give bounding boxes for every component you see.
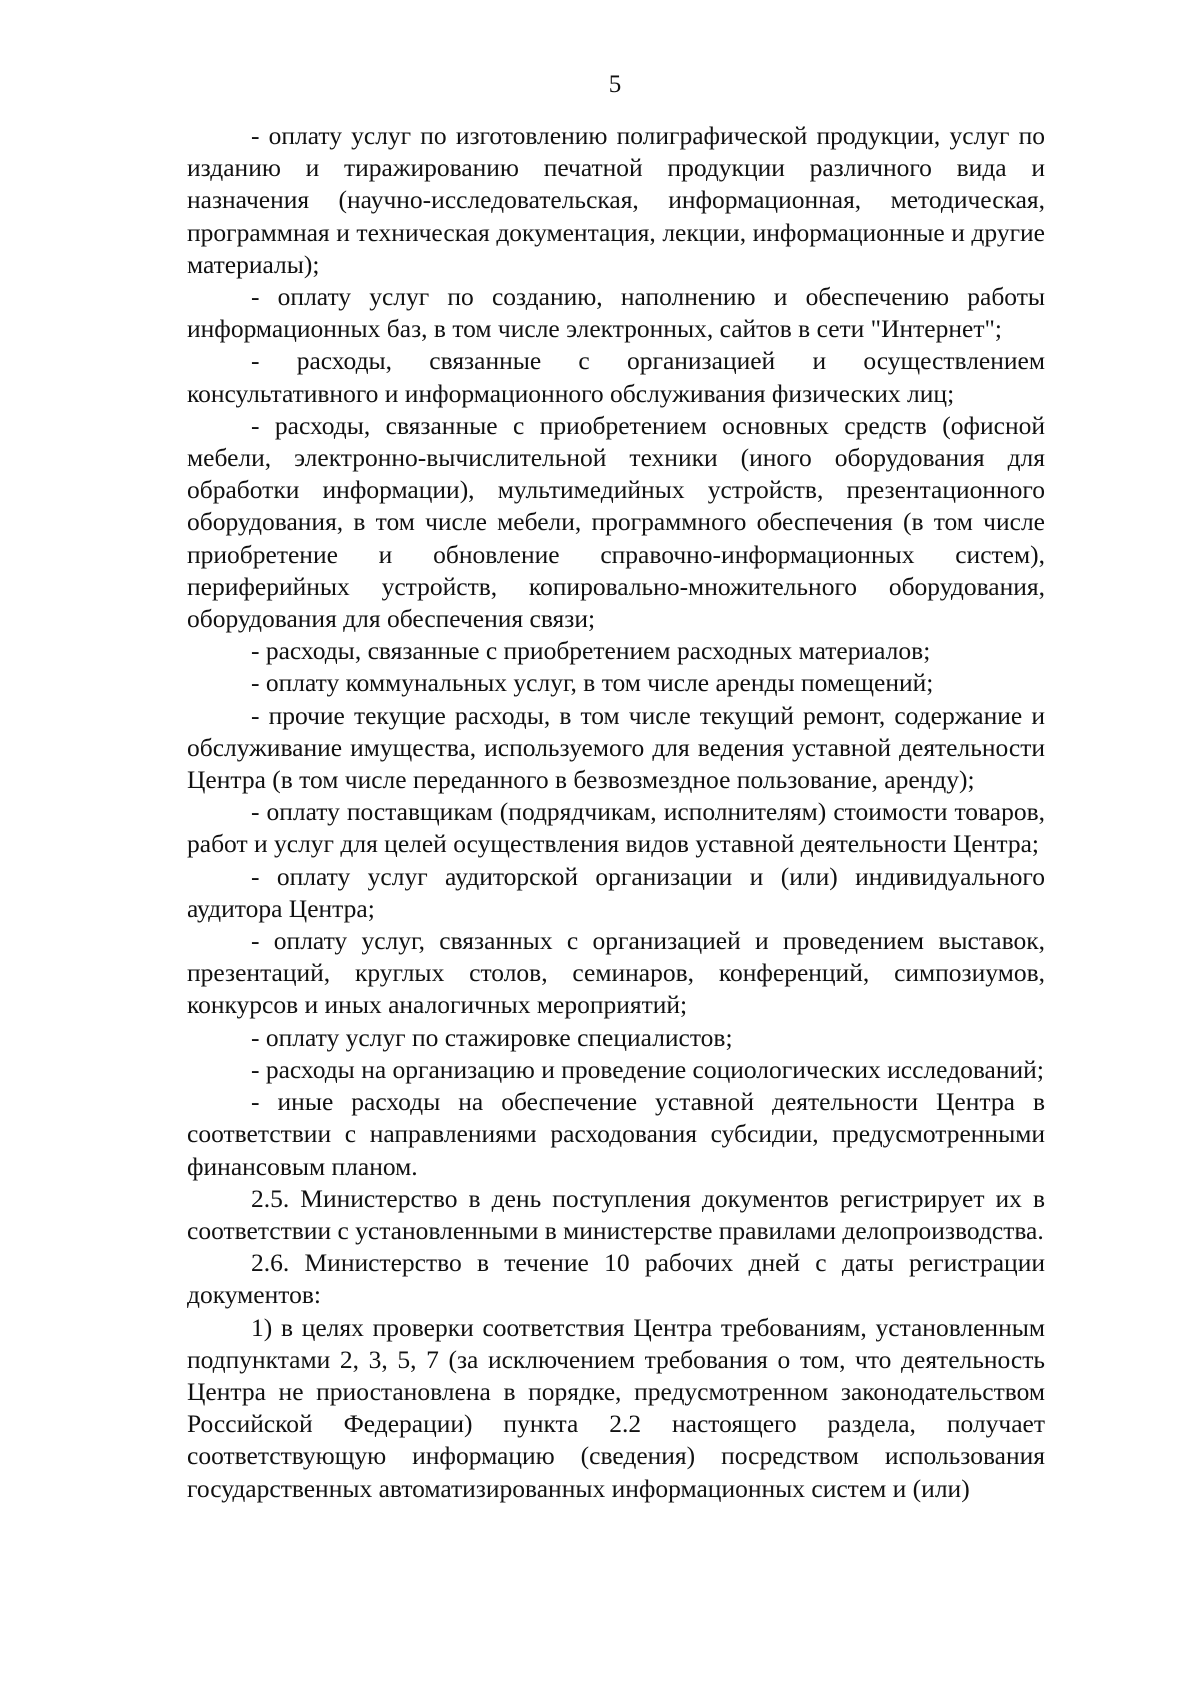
document-body [187, 120, 1045, 1505]
paragraph-section-2-6: 2.6. Министерство в течение 10 рабочих дней с даты регистрации документов: [187, 1248, 1045, 1310]
paragraph-fixed-assets: - расходы, связанные с приобретением основных средств (офисной мебели, электронно-вычислительной техники (иного оборудования для обработки информации), мультимедийных устройств, презентационного оборудования, в том числе мебели, программного обеспечения (в том числе приобретение и обновление справочно-информационных систем), периферийных устройств, копировально-множительного оборудования, оборудования для обеспечения связи; [187, 410, 1045, 634]
paragraph-section-2-5: 2.5. Министерство в день поступления документов регистрирует их в соответствии с установленными в министерстве правилами делопроизводства. [187, 1183, 1045, 1245]
paragraph-printing-services: - оплату услуг по изготовлению полиграфической продукции, услуг по изданию и тиражированию печатной продукции различного вида и назначения (научно-исследовательская, информационная, методическая, программная и техническая документация, лекции, информационные и другие материалы); [187, 121, 1045, 279]
paragraph-utilities: - оплату коммунальных услуг, в том числе аренды помещений; [251, 668, 934, 698]
page-number: 5 [608, 71, 622, 98]
paragraph-other-expenses: - иные расходы на обеспечение уставной деятельности Центра в соответствии с направлениями расходования субсидии, предусмотренными финансовым планом. [187, 1087, 1045, 1181]
paragraph-suppliers: - оплату поставщикам (подрядчикам, исполнителям) стоимости товаров, работ и услуг для целей осуществления видов уставной деятельности Центра; [187, 797, 1045, 859]
paragraph-consumables: - расходы, связанные с приобретением расходных материалов; [251, 636, 931, 666]
paragraph-exhibitions: - оплату услуг, связанных с организацией и проведением выставок, презентаций, круглых столов, семинаров, конференций, симпозиумов, конкурсов и иных аналогичных мероприятий; [187, 926, 1045, 1020]
paragraph-item-1: 1) в целях проверки соответствия Центра требованиям, установленным подпунктами 2, 3, 5, 7 (за исключением требования о том, что деятельность Центра не приостановлена в порядке, предусмотренном законодательством Российской Федерации) пункта 2.2 настоящего раздела, получает соответствующую информацию (сведения) посредством использования государственных автоматизированных информационных систем и (или) [187, 1312, 1045, 1503]
paragraph-current-expenses: - прочие текущие расходы, в том числе текущий ремонт, содержание и обслуживание имущества, используемого для ведения уставной деятельности Центра (в том числе переданного в безвозмездное пользование, аренду); [187, 700, 1045, 795]
paragraph-audit: - оплату услуг аудиторской организации и (или) индивидуального аудитора Центра; [187, 861, 1045, 923]
paragraph-consulting-services: - расходы, связанные с организацией и осуществлением консультативного и информационного обслуживания физических лиц; [187, 346, 1045, 408]
paragraph-information-bases: - оплату услуг по созданию, наполнению и обеспечению работы информационных баз, в том числе электронных, сайтов в сети "Интернет"; [187, 282, 1045, 344]
paragraph-internships: - оплату услуг по стажировке специалистов; [251, 1022, 733, 1052]
paragraph-sociological-research: - расходы на организацию и проведение социологических исследований; [251, 1054, 1044, 1084]
